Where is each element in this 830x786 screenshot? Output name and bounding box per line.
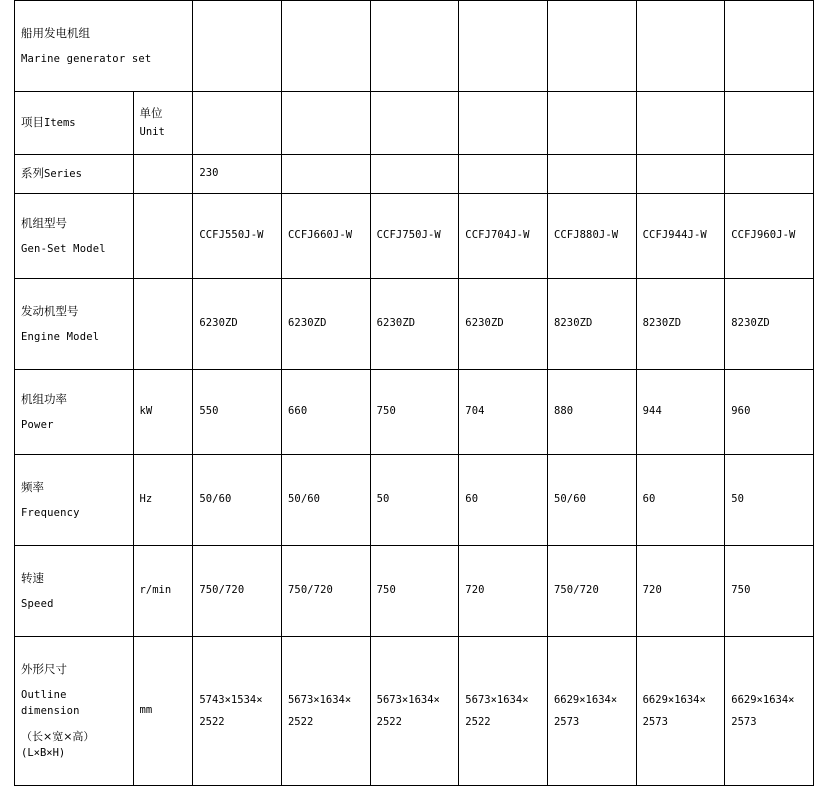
- cell-frequency-1: [193, 455, 282, 546]
- cell-value: 880: [553, 405, 574, 418]
- cell-value: 6230ZD: [376, 317, 416, 330]
- cell-power-3: [370, 370, 459, 455]
- table-title-en: Marine generator set: [21, 52, 152, 65]
- cell-frequency-3: [370, 455, 459, 546]
- cell-value-line2: 2522: [287, 716, 314, 728]
- row-label-power: [15, 370, 134, 455]
- table-row-title: [15, 1, 814, 92]
- row-label-frequency-en: Frequency: [21, 506, 80, 519]
- cell-outline-7: [725, 637, 814, 786]
- header-unit-cn: 单位: [139, 105, 163, 120]
- row-unit-power: [133, 370, 193, 455]
- title-blank-7: [725, 1, 814, 92]
- cell-value: 750/720: [199, 584, 245, 597]
- header-blank-1: [193, 92, 282, 155]
- cell-value: 60: [465, 493, 479, 506]
- cell-value: 6230ZD: [199, 317, 238, 330]
- spacer: [21, 588, 127, 596]
- row-unit-engine-model: [133, 279, 193, 370]
- cell-value: CCFJ960J-W: [731, 229, 796, 242]
- cell-engine-model-5: [547, 279, 636, 370]
- cell-power-5: [547, 370, 636, 455]
- cell-value-line1: 5673×1634×: [287, 693, 352, 706]
- cell-engine-model-4: [459, 279, 548, 370]
- cell-engine-model-2: [281, 279, 370, 370]
- cell-value: CCFJ944J-W: [642, 229, 707, 242]
- cell-speed-5: [547, 546, 636, 637]
- cell-engine-model-6: [636, 279, 725, 370]
- spacer: [21, 321, 127, 329]
- cell-value: 750/720: [287, 584, 333, 597]
- cell-outline-2: [281, 637, 370, 786]
- row-unit-series: [133, 155, 193, 194]
- unit-value: kW: [139, 405, 153, 418]
- cell-power-4: [459, 370, 548, 455]
- cell-outline-5: [547, 637, 636, 786]
- table-row-power: [15, 370, 814, 455]
- unit-value: Hz: [139, 493, 153, 506]
- row-unit-speed: [133, 546, 193, 637]
- title-blank-6: [636, 1, 725, 92]
- row-label-speed: [15, 546, 134, 637]
- spacer: [21, 679, 127, 687]
- cell-value: 960: [731, 405, 751, 418]
- row-label-outline-note-en: (L×B×H): [21, 746, 66, 759]
- cell-value: 750: [376, 405, 396, 418]
- cell-speed-3: [370, 546, 459, 637]
- cell-speed-2: [281, 546, 370, 637]
- title-blank-2: [281, 1, 370, 92]
- row-label-genset-model-en: Gen-Set Model: [21, 242, 106, 255]
- cell-engine-model-7: [725, 279, 814, 370]
- cell-genset-model-1: [193, 194, 282, 279]
- table-row-frequency: [15, 455, 814, 546]
- row-unit-outline: [133, 637, 193, 786]
- row-unit-frequency: [133, 455, 193, 546]
- cell-value: CCFJ880J-W: [553, 229, 619, 242]
- cell-value: 660: [287, 405, 308, 418]
- cell-value: 704: [465, 405, 485, 418]
- table-row-outline-dimension: [15, 637, 814, 786]
- cell-value: CCFJ550J-W: [199, 229, 264, 242]
- cell-series-7: [725, 155, 814, 194]
- cell-frequency-5: [547, 455, 636, 546]
- title-blank-3: [370, 1, 459, 92]
- cell-value-line2: 2573: [731, 716, 757, 728]
- row-label-series-en: Series: [44, 167, 82, 180]
- cell-value-line2: 2522: [376, 716, 402, 728]
- row-label-frequency: [15, 455, 134, 546]
- cell-value: 50/60: [287, 493, 321, 506]
- row-unit-genset-model: [133, 194, 193, 279]
- table-row-genset-model: [15, 194, 814, 279]
- cell-series-1: [193, 155, 282, 194]
- row-label-engine-model: [15, 279, 134, 370]
- unit-value: r/min: [139, 584, 172, 597]
- cell-frequency-6: [636, 455, 725, 546]
- cell-power-1: [193, 370, 282, 455]
- cell-value-line1: 6629×1634×: [553, 693, 618, 706]
- title-blank-4: [459, 1, 548, 92]
- cell-value: 6230ZD: [465, 317, 504, 330]
- row-label-outline-cn: 外形尺寸: [21, 662, 67, 677]
- cell-value: 720: [465, 584, 485, 597]
- header-unit-en: Unit: [139, 125, 165, 138]
- cell-value: 8230ZD: [731, 317, 770, 330]
- spacer: [21, 720, 127, 728]
- table-row-series: [15, 155, 814, 194]
- spacer: [21, 233, 127, 241]
- header-items-en: Items: [44, 116, 76, 129]
- row-label-outline-note-cn: （长×宽×高）: [21, 729, 95, 743]
- cell-value: 8230ZD: [642, 317, 682, 330]
- row-label-frequency-cn: 频率: [21, 479, 44, 494]
- header-blank-4: [459, 92, 548, 155]
- cell-value: 8230ZD: [553, 317, 593, 330]
- marine-generator-spec-table: [14, 0, 814, 786]
- row-label-engine-model-en: Engine Model: [21, 330, 100, 343]
- cell-value: 60: [642, 493, 656, 506]
- row-label-engine-model-cn: 发动机型号: [21, 303, 79, 318]
- cell-value: 750: [376, 584, 396, 597]
- cell-value: 50: [376, 493, 390, 506]
- row-label-outline-dimension: [15, 637, 134, 786]
- row-label-series: [15, 155, 134, 194]
- cell-value: 750/720: [553, 584, 599, 597]
- table-title-cell: [15, 1, 193, 92]
- unit-value: mm: [139, 704, 153, 717]
- cell-outline-1: [193, 637, 282, 786]
- cell-speed-4: [459, 546, 548, 637]
- cell-value-line2: 2573: [642, 716, 668, 728]
- cell-power-6: [636, 370, 725, 455]
- row-label-power-en: Power: [21, 418, 54, 431]
- cell-series-4: [459, 155, 548, 194]
- cell-power-7: [725, 370, 814, 455]
- cell-value: 550: [199, 405, 219, 418]
- cell-value-line1: 6629×1634×: [731, 693, 795, 706]
- header-blank-5: [547, 92, 636, 155]
- cell-value-line1: 6629×1634×: [642, 693, 706, 706]
- cell-value: CCFJ750J-W: [376, 229, 441, 242]
- cell-series-3: [370, 155, 459, 194]
- row-label-speed-cn: 转速: [21, 570, 44, 585]
- cell-value: 6230ZD: [287, 317, 327, 330]
- cell-genset-model-5: [547, 194, 636, 279]
- cell-genset-model-4: [459, 194, 548, 279]
- cell-value-line1: 5673×1634×: [376, 693, 440, 706]
- spacer: [21, 409, 127, 417]
- cell-value: 50/60: [199, 493, 232, 506]
- cell-frequency-2: [281, 455, 370, 546]
- cell-value-line2: 2573: [553, 716, 580, 728]
- title-blank-1: [193, 1, 282, 92]
- cell-value: CCFJ704J-W: [465, 229, 530, 242]
- header-blank-3: [370, 92, 459, 155]
- cell-frequency-4: [459, 455, 548, 546]
- cell-frequency-7: [725, 455, 814, 546]
- cell-value-line2: 2522: [199, 716, 225, 728]
- cell-genset-model-2: [281, 194, 370, 279]
- row-label-power-cn: 机组功率: [21, 391, 67, 406]
- row-label-genset-model: [15, 194, 134, 279]
- cell-value: 50: [731, 493, 745, 506]
- cell-speed-7: [725, 546, 814, 637]
- cell-outline-3: [370, 637, 459, 786]
- title-blank-5: [547, 1, 636, 92]
- cell-genset-model-7: [725, 194, 814, 279]
- header-items-cn: 项目: [21, 114, 44, 129]
- header-items-cell: [15, 92, 134, 155]
- cell-engine-model-1: [193, 279, 282, 370]
- table-title-cn: 船用发电机组: [21, 25, 90, 40]
- cell-genset-model-6: [636, 194, 725, 279]
- row-label-outline-en: Outline dimension: [21, 688, 80, 718]
- cell-series-5: [547, 155, 636, 194]
- row-label-speed-en: Speed: [21, 597, 54, 610]
- cell-speed-1: [193, 546, 282, 637]
- cell-value: 750: [731, 584, 751, 597]
- cell-value: 50/60: [553, 493, 587, 506]
- spacer: [21, 497, 127, 505]
- cell-engine-model-3: [370, 279, 459, 370]
- cell-value: 720: [642, 584, 662, 597]
- row-label-genset-model-cn: 机组型号: [21, 215, 67, 230]
- cell-series-6: [636, 155, 725, 194]
- table-row-header: [15, 92, 814, 155]
- cell-series-2: [281, 155, 370, 194]
- cell-value: 230: [199, 167, 219, 180]
- row-label-series-cn: 系列: [21, 165, 44, 180]
- cell-value: 944: [642, 405, 662, 418]
- header-blank-7: [725, 92, 814, 155]
- header-blank-2: [281, 92, 370, 155]
- header-blank-6: [636, 92, 725, 155]
- cell-power-2: [281, 370, 370, 455]
- header-unit-cell: [133, 92, 193, 155]
- table-row-speed: [15, 546, 814, 637]
- cell-value-line2: 2522: [465, 716, 491, 728]
- cell-outline-4: [459, 637, 548, 786]
- table-row-engine-model: [15, 279, 814, 370]
- cell-value-line1: 5673×1634×: [465, 693, 529, 706]
- cell-value: CCFJ660J-W: [287, 229, 353, 242]
- cell-genset-model-3: [370, 194, 459, 279]
- cell-speed-6: [636, 546, 725, 637]
- cell-outline-6: [636, 637, 725, 786]
- spacer: [21, 43, 186, 51]
- cell-value-line1: 5743×1534×: [199, 693, 263, 706]
